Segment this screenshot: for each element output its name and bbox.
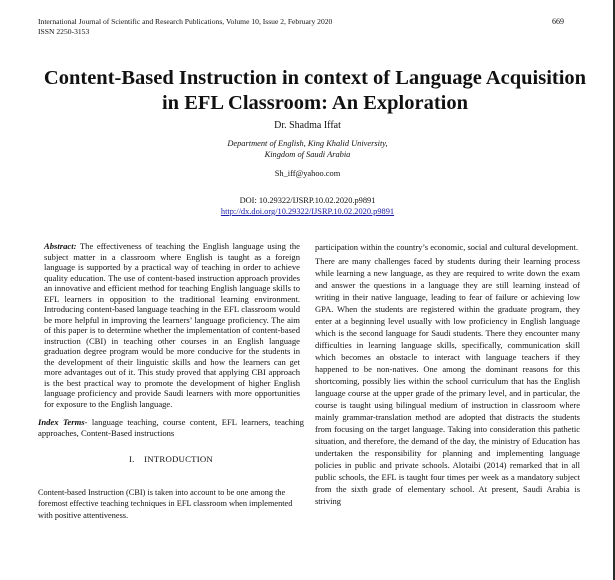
abstract <box>38 241 304 409</box>
issn: ISSN 2250-3153 <box>38 26 90 36</box>
running-header <box>38 17 332 36</box>
affiliation-line-2: Kingdom of Saudi Arabia <box>264 150 351 159</box>
doi-link[interactable]: http://dx.doi.org/10.29322/IJSRP.10.02.2020.p9891 <box>220 207 395 216</box>
page-number: 669 <box>552 17 564 26</box>
author-name: Dr. Shadma Iffat <box>274 120 341 131</box>
paper-title: Content-Based Instruction in context of Language Acquisition in EFL Classroom: An Exploration <box>43 67 587 114</box>
section-heading-introduction: I. INTRODUCTION <box>129 454 213 464</box>
right-paragraph-2: There are many challenges faced by students during their learning process while learning a new language, as they are required to write down the exam and answer the questions in a language they are still learning instead of writing in their native language, leading to fear of failure or achieving low GPA. When the students are registered within the graduate program, they enter at a beginning level usually with low proficiency in English language which is the second language for Saudi students. There they encounter many difficulties in learning language skills, specifically, communication skill which becomes an obstacle to interact with language teachers if they happened to be non-natives. One among the dominant reasons for this shortcoming, possibly lies within the school curriculum that has the English language course at the upper grade of the primary level, and in particular, the course is taught using bilingual medium of instruction in classroom where mainly grammar-translation method are adopted that distracts the students from focusing on the target language. Taking into consideration this pathetic situation, and therefore, the demand of the day, the ministry of Education has undertaken the responsibility for planning and implementing language policies in public and private schools. Alotaibi (2014) remarked that in all public schools, the EFL is taught four times per week as a mandatory subject from the sixth grade of elementary school. At present, Saudi Arabia is striving <box>315 256 580 506</box>
right-paragraph-1: participation within the country’s economic, social and cultural development. <box>315 242 578 252</box>
doi-block <box>0 195 615 217</box>
left-column <box>38 241 304 522</box>
doi-text: DOI: 10.29322/IJSRP.10.02.2020.p9891 <box>239 196 376 205</box>
intro-paragraph: Content-based Instruction (CBI) is taken into account to be one among the foremost effective teaching techniques in EFL classroom when implemented with positive attentiveness. <box>38 487 293 521</box>
journal-name: International Journal of Scientific and Research Publications, Volume 10, Issue 2, February 2020 <box>38 17 333 26</box>
affiliation-line-1: Department of English, King Khalid University, <box>227 139 388 148</box>
index-terms <box>38 417 304 438</box>
abstract-text: The effectiveness of teaching the English language using the subject matter in a classroom where English is taught as a foreign language is supported by a practical way of teaching in order to achieve quality education. The use of content-based instruction approach provides an innovative and efficient method for teaching English language skills to EFL learners in opposition to the traditional learning environment. Introducing content-based language teaching in the EFL classroom would be more helpful in improving the learners’ language proficiency. The aim of this paper is to determine whether the implementation of content-based instruction (CBI) in teaching other courses in an English language graduation degree program would be more conducive for the students in the development of their linguistic skills and how the learners can get more advantages out of it. This study proved that applying CBI approach is the best practical way to promote the development of higher English language proficiency and provide Saudi learners with more opportunities for exposure to the English language. <box>44 241 300 409</box>
abstract-label: Abstract: <box>44 241 77 251</box>
index-terms-label: Index Terms- <box>38 417 88 427</box>
author-email: Sh_iff@yahoo.com <box>274 169 341 178</box>
right-column <box>315 241 580 507</box>
author-affiliation <box>0 138 615 160</box>
index-terms-text: language teaching, course content, EFL learners, teaching approaches, Content-Based instructions <box>38 417 304 438</box>
